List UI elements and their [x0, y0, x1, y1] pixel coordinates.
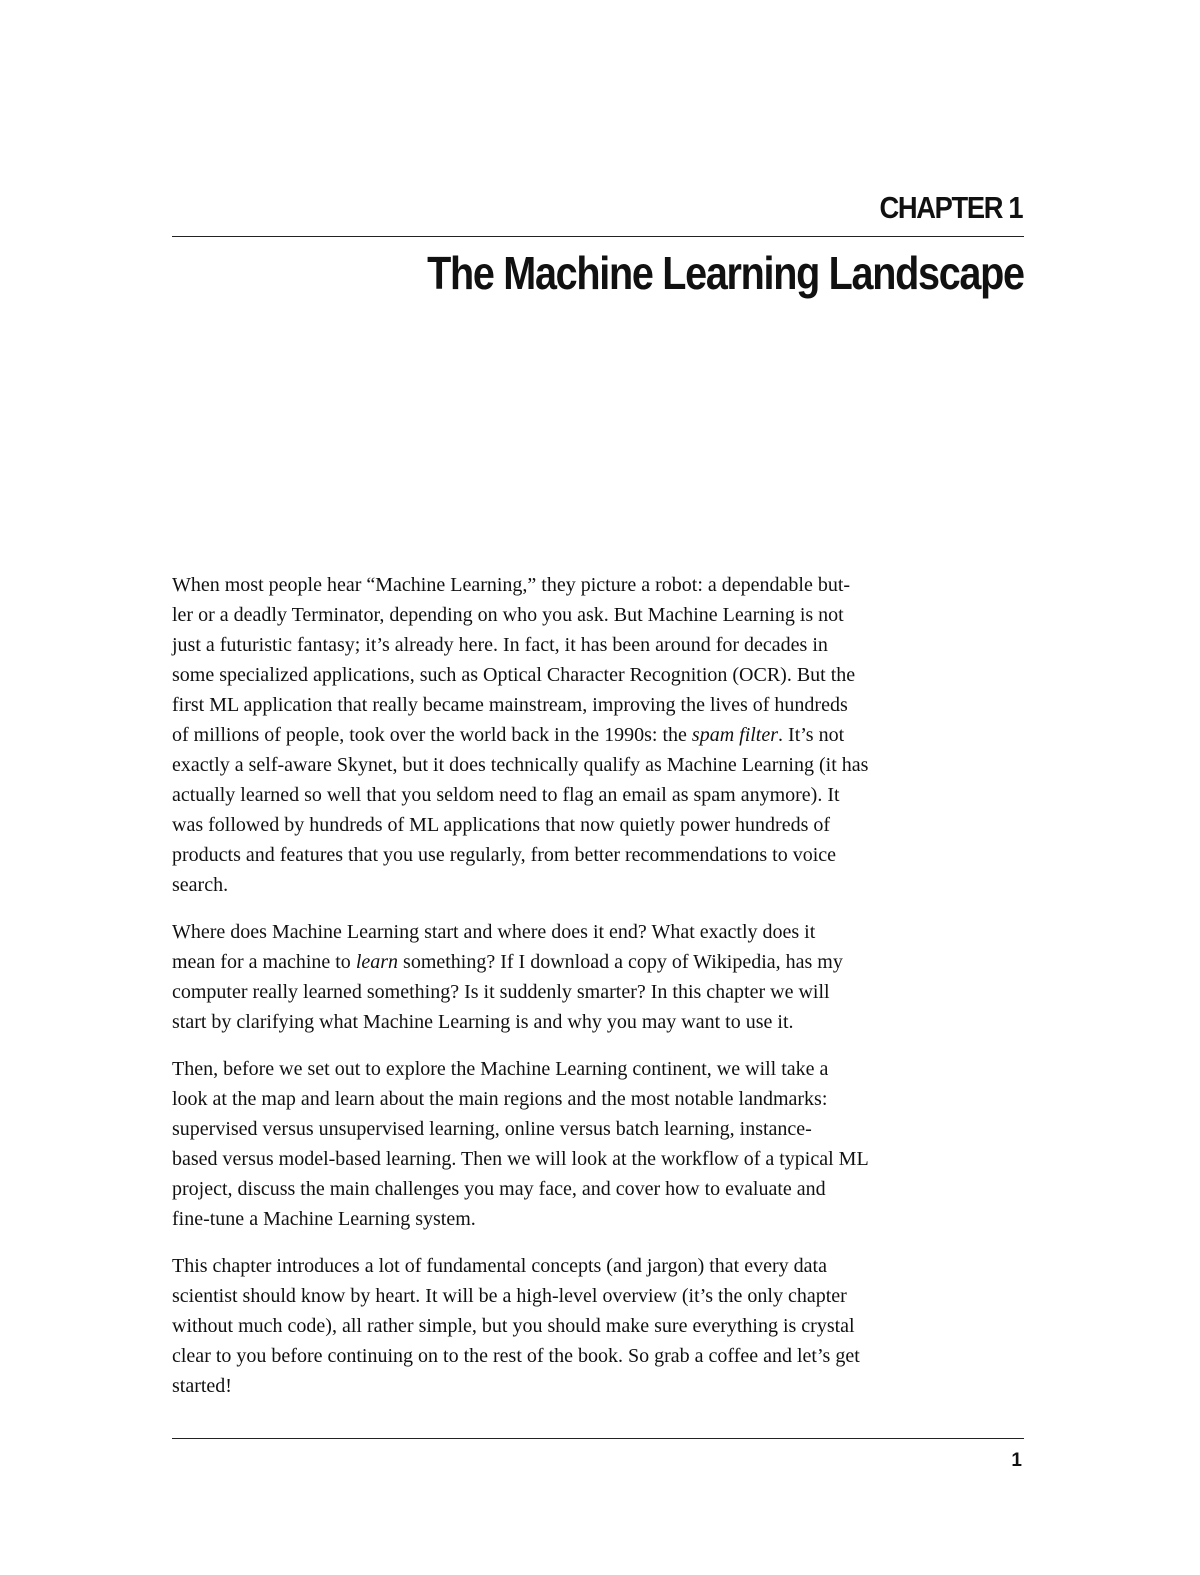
page-number: 1 [1011, 1450, 1022, 1471]
text-segment: first ML application that really became mainstream, improving the lives of hundreds [172, 694, 848, 716]
text-line [172, 947, 1024, 977]
text-line [172, 750, 1024, 780]
text-segment: supervised versus unsupervised learning, online versus batch learning, instance- [172, 1118, 812, 1140]
text-line [172, 810, 1024, 840]
text-segment: start by clarifying what Machine Learning is and why you may want to use it. [172, 1011, 794, 1033]
text-segment: was followed by hundreds of ML applications that now quietly power hundreds of [172, 814, 831, 836]
text-segment: This chapter introduces a lot of fundamental concepts (and jargon) that every data [172, 1255, 827, 1277]
text-line [172, 660, 1024, 690]
text-line [172, 570, 1024, 600]
text-line [172, 720, 1024, 750]
text-segment: actually learned so well that you seldom need to flag an email as spam anymore). It [172, 784, 840, 806]
text-segment: Where does Machine Learning start and where does it end? What exactly does it [172, 921, 816, 943]
chapter-title: The Machine Learning Landscape [427, 247, 1024, 299]
text-line [172, 780, 1024, 810]
text-line [172, 1204, 1024, 1234]
text-line [172, 630, 1024, 660]
text-segment: project, discuss the main challenges you may face, and cover how to evaluate and [172, 1178, 826, 1200]
header-rule [172, 236, 1024, 237]
text-segment: of millions of people, took over the world back in the 1990s: the [172, 724, 692, 746]
paragraph [172, 917, 1024, 1037]
text-line [172, 1251, 1024, 1281]
emphasized-text: learn [355, 951, 399, 973]
text-segment: some specialized applications, such as Optical Character Recognition (OCR). But the [172, 664, 856, 686]
text-line [172, 977, 1024, 1007]
text-segment: just a futuristic fantasy; it’s already here. In fact, it has been around for decades in [172, 634, 828, 656]
emphasized-text: spam filter [691, 724, 779, 746]
text-line [172, 1281, 1024, 1311]
text-line [172, 1174, 1024, 1204]
chapter-label: CHAPTER 1 [879, 190, 1022, 225]
text-line [172, 1084, 1024, 1114]
text-segment: computer really learned something? Is it suddenly smarter? In this chapter we will [172, 981, 830, 1003]
text-segment: based versus model-based learning. Then we will look at the workflow of a typical ML [172, 1148, 869, 1170]
text-segment: search. [172, 874, 229, 896]
text-segment: without much code), all rather simple, but you should make sure everything is crystal [172, 1315, 855, 1337]
text-segment: fine-tune a Machine Learning system. [172, 1208, 476, 1230]
text-segment: Then, before we set out to explore the Machine Learning continent, we will take a [172, 1058, 829, 1080]
text-segment: . It’s not [778, 724, 845, 746]
paragraph [172, 1054, 1024, 1234]
text-line [172, 600, 1024, 630]
text-segment: ler or a deadly Terminator, depending on who you ask. But Machine Learning is not [172, 604, 844, 626]
text-line [172, 1341, 1024, 1371]
text-segment: exactly a self-aware Skynet, but it does technically qualify as Machine Learning (it has [172, 754, 869, 776]
text-line [172, 1054, 1024, 1084]
text-segment: clear to you before continuing on to the rest of the book. So grab a coffee and let’s get [172, 1345, 860, 1367]
text-line [172, 917, 1024, 947]
text-segment: products and features that you use regularly, from better recommendations to voice [172, 844, 837, 866]
footer-rule [172, 1438, 1024, 1439]
text-segment: something? If I download a copy of Wikipedia, has my [398, 951, 843, 973]
paragraph [172, 1251, 1024, 1401]
text-segment: When most people hear “Machine Learning,” they picture a robot: a dependable but- [172, 574, 851, 596]
paragraph [172, 570, 1024, 900]
body-text [172, 570, 1024, 1418]
text-line [172, 690, 1024, 720]
text-segment: look at the map and learn about the main regions and the most notable landmarks: [172, 1088, 828, 1110]
text-line [172, 870, 1024, 900]
text-line [172, 1007, 1024, 1037]
text-line [172, 1144, 1024, 1174]
text-segment: started! [172, 1375, 232, 1397]
text-line [172, 1371, 1024, 1401]
text-segment: mean for a machine to [172, 951, 356, 973]
text-line [172, 840, 1024, 870]
text-line [172, 1311, 1024, 1341]
text-line [172, 1114, 1024, 1144]
text-segment: scientist should know by heart. It will be a high-level overview (it’s the only chapter [172, 1285, 847, 1307]
